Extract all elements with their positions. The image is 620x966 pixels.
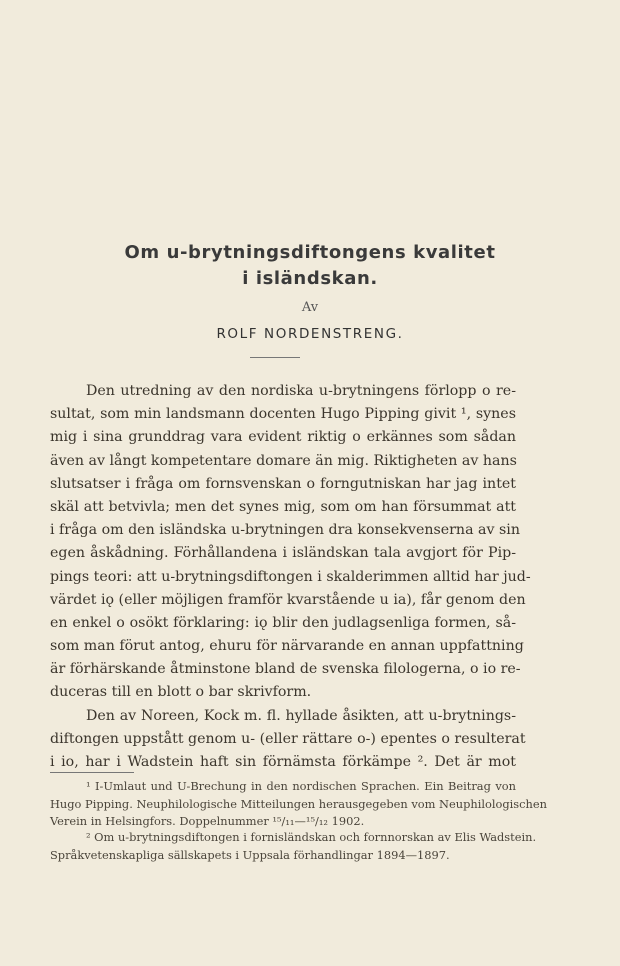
- text-line: i fråga om den isländska u-brytningen dra konsekvenserna av sin: [50, 522, 520, 539]
- text-line: i io, har i Wadstein haft sin förnämsta förkämpe ². Det är mot: [50, 754, 516, 771]
- footnote-line: Verein in Helsingfors. Doppelnummer ¹⁵/₁₁—¹⁵/₁₂ 1902.: [50, 814, 365, 828]
- text-line: värdet iǫ (eller möjligen framför kvarstående u ia), får genom den: [50, 591, 526, 608]
- byline: Av: [301, 300, 319, 315]
- text-line: Den av Noreen, Kock m. fl. hyllade åsikten, att u-brytnings-: [86, 708, 516, 724]
- text-line: som man förut antog, ehuru för närvarande en annan uppfattning: [50, 638, 524, 655]
- text-line: en enkel o osökt förklaring: iǫ blir den judlagsenliga formen, så-: [50, 614, 516, 631]
- text-line: egen åskådning. Förhållandena i isländskan tala avgjort för Pip-: [50, 545, 516, 562]
- title-line-2: i isländskan.: [242, 268, 378, 289]
- title-line-1: Om u-brytningsdiftongens kvalitet: [124, 242, 496, 263]
- text-line: diftongen uppstått genom u- (eller rättare o-) epentes o resulterat: [50, 731, 526, 748]
- title-divider: [250, 357, 300, 358]
- text-line: pings teori: att u-brytningsdiftongen i skalderimmen alltid har jud-: [50, 568, 531, 585]
- footnote-line: Hugo Pipping. Neuphilologische Mitteilungen herausgegeben vom Neuphilologischen: [50, 796, 547, 811]
- footnote-1: [50, 778, 547, 831]
- footnote-line: ² Om u-brytningsdiftongen i fornisländskan och fornnorskan av Elis Wadstein.: [86, 830, 537, 844]
- text-line: duceras till en blott o bar skrivform.: [50, 684, 312, 701]
- paragraph-1: [50, 380, 531, 705]
- text-line: Den utredning av den nordiska u-brytningens förlopp o re-: [86, 383, 516, 399]
- footnote-2: [50, 829, 537, 864]
- footnote-line: Språkvetenskapliga sällskapets i Uppsala förhandlingar 1894—1897.: [50, 847, 450, 862]
- paragraph-2: [50, 705, 526, 775]
- text-line: mig i sina grunddrag vara evident riktig o erkännes som sådan: [50, 429, 516, 446]
- text-line: slutsatser i fråga om fornsvenskan o forngutniskan har jag intet: [50, 475, 516, 492]
- text-line: skäl att betvivla; men det synes mig, som om han försummat att: [50, 498, 516, 515]
- text-line: även av långt kompetentare domare än mig. Riktigheten av hans: [50, 452, 517, 469]
- text-line: sultat, som min landsmann docenten Hugo Pipping givit ¹, synes: [50, 406, 516, 423]
- text-line: är förhärskande åtminstone bland de svenska filologerna, o io re-: [50, 661, 521, 678]
- footnote-divider: [50, 772, 134, 773]
- footnote-line: ¹ I-Umlaut und U-Brechung in den nordischen Sprachen. Ein Beitrag von: [86, 779, 516, 793]
- author-name: ROLF NORDENSTRENG.: [216, 326, 404, 342]
